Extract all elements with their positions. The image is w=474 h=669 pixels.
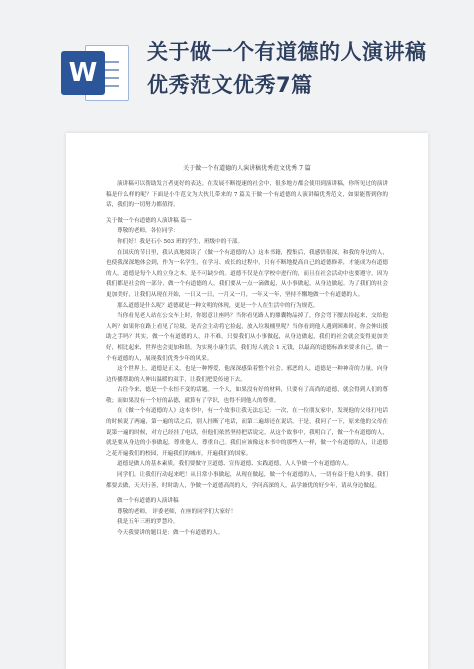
document-paragraph: 这个世界上，道德是正义，也是一种博爱，他深深感染着整个社会。邪恶的人，道德是一种神奇的力量，向身边传播帮助的人伸出温暖的双手，让我们把爱传递下去。	[106, 366, 388, 383]
document-paragraph: 在国庆的节日里，我认真地阅读了《做一个有道德的人》这本书籍，搜集后，我感悟很深，和我的身边的人，也使我深深地体会到，作为一名学生，在学习、成长的过程中，只有不断地提高自己的道德修养，才能成为有道德的人。道德是每个人的立身之本，是不可缺少的。道德不仅是在学校中进行的，而且在社会活动中也要遵守，因为我们都是社会的一部分，做一个有道德的人，我们要从一点一滴做起，从小事做起，从身边做起。为了我们的社会更加美好，让我们从现在开始，一日又一日，一月又一月，一年又一年，坚持不懈地做一个有道德的人。	[106, 249, 388, 298]
page-title	[147, 36, 467, 102]
document-paragraph: 尊敬的老师，各位同学：	[117, 228, 179, 235]
document-paragraph: 在《做一个有道德的人》这本书中，有一个故事让我无法忘记：一次，在一位朋友家中，发现他的父母打电话的时候说了两遍，第一遍的话之后，别人挂断了电话，而第二遍却还在说话，于是，我问了一下，原来他的父母在说第一遍的时候，对方已经挂了电话，但他们依然坚持把话说完。从这个故事中，我明白了，做一个有道德的人，就是要从身边的小事做起，尊重他人，尊重自己。我们应该像这本书中的那些人一样，做一个有道德的人，让道德之花开遍我们的校园，开遍我们的城市，开遍我们的国家。	[106, 408, 388, 457]
document-title: 关于做一个有道德的人演讲稿优秀范文优秀 7 篇	[183, 165, 311, 172]
document-body	[106, 179, 388, 539]
title-line-2: 优秀范文优秀7篇	[147, 73, 313, 97]
word-badge: W	[61, 51, 105, 95]
document-paragraph: 演讲稿可以帮助发言者更好的表达。在发展不断提速的社会中，很多地方都会使用到演讲稿，你所见过的演讲稿是什么样的呢？下面是小牛范文为大伙儿带来的 7 篇关于做一个有道德的人演讲稿优秀范文，如果能帮到你的话，我们的一切努力都值得。	[106, 181, 388, 209]
page-header	[0, 0, 474, 135]
document-paragraph: 同学们，让我们行动起来吧！从日常小事做起，从现在做起，做一个有道德的人，一切有益于他人的事，我们都要去做，天天行善，时时助人，争做一个道德高尚的人，学问高深的人，品学兼优的好少年，请从身边做起。	[106, 472, 388, 489]
document-preview	[66, 133, 428, 669]
document-paragraph: 那么道德是什么呢？道德就是一种文明的体现，更是一个人在生活中的行为规范。	[117, 302, 319, 309]
document-paragraph: 我是五年三班的罗慧玲。	[117, 519, 179, 526]
document-paragraph: 道德是做人的基本素质，我们要做守卫道德、宣传道德、实践道德，人人争做一个有道德的人。	[117, 461, 352, 468]
word-icon	[61, 41, 131, 103]
document-paragraph: 关于做一个有道德的人演讲稿 篇一	[106, 217, 192, 224]
document-paragraph: 尊敬的老师， 评委老师，在座的同学们大家好！	[117, 508, 237, 515]
document-paragraph: 你们好！我是石小 503 班的学生，班级中的干部。	[117, 238, 244, 245]
document-paragraph: 古往今来，德是一个永恒不变的话题。一个人，如果没有好的材料，只要有了高尚的道德，就会得到人们的尊敬；而如果没有一个好的品德，就算有了学识，也得不到他人的尊重。	[106, 387, 388, 404]
document-paragraph: 当你看见老人站在公交车上时，你愿意让座吗？当你看见路人的鼎囊物品掉了，你会弯下腰去捡起来，交给他人吗？如果你在路上看见了垃圾，是否会主动将它捡起，放入垃圾桶里呢？当你看到他人遇到困难时，你会伸出援助之手吗？其实，做一个有道德的人，并不难，只要我们从小事做起，从身边做起，我们的社会就会变得更加美好，相比起来，世界也会更加和谐。为实现小康生活，我们每人就会 1 元钱，以最高的道德标准来要求自己，做一个有道德的人，展现我们优秀少年的风采。	[106, 313, 388, 362]
document-paragraph: 做一个有道德的人演讲稿	[117, 498, 179, 505]
document-paragraph: 今天我要讲的题目是：做一个有道德的人。	[117, 530, 224, 536]
title-line-1: 关于做一个有道德的人演讲稿	[147, 40, 427, 64]
